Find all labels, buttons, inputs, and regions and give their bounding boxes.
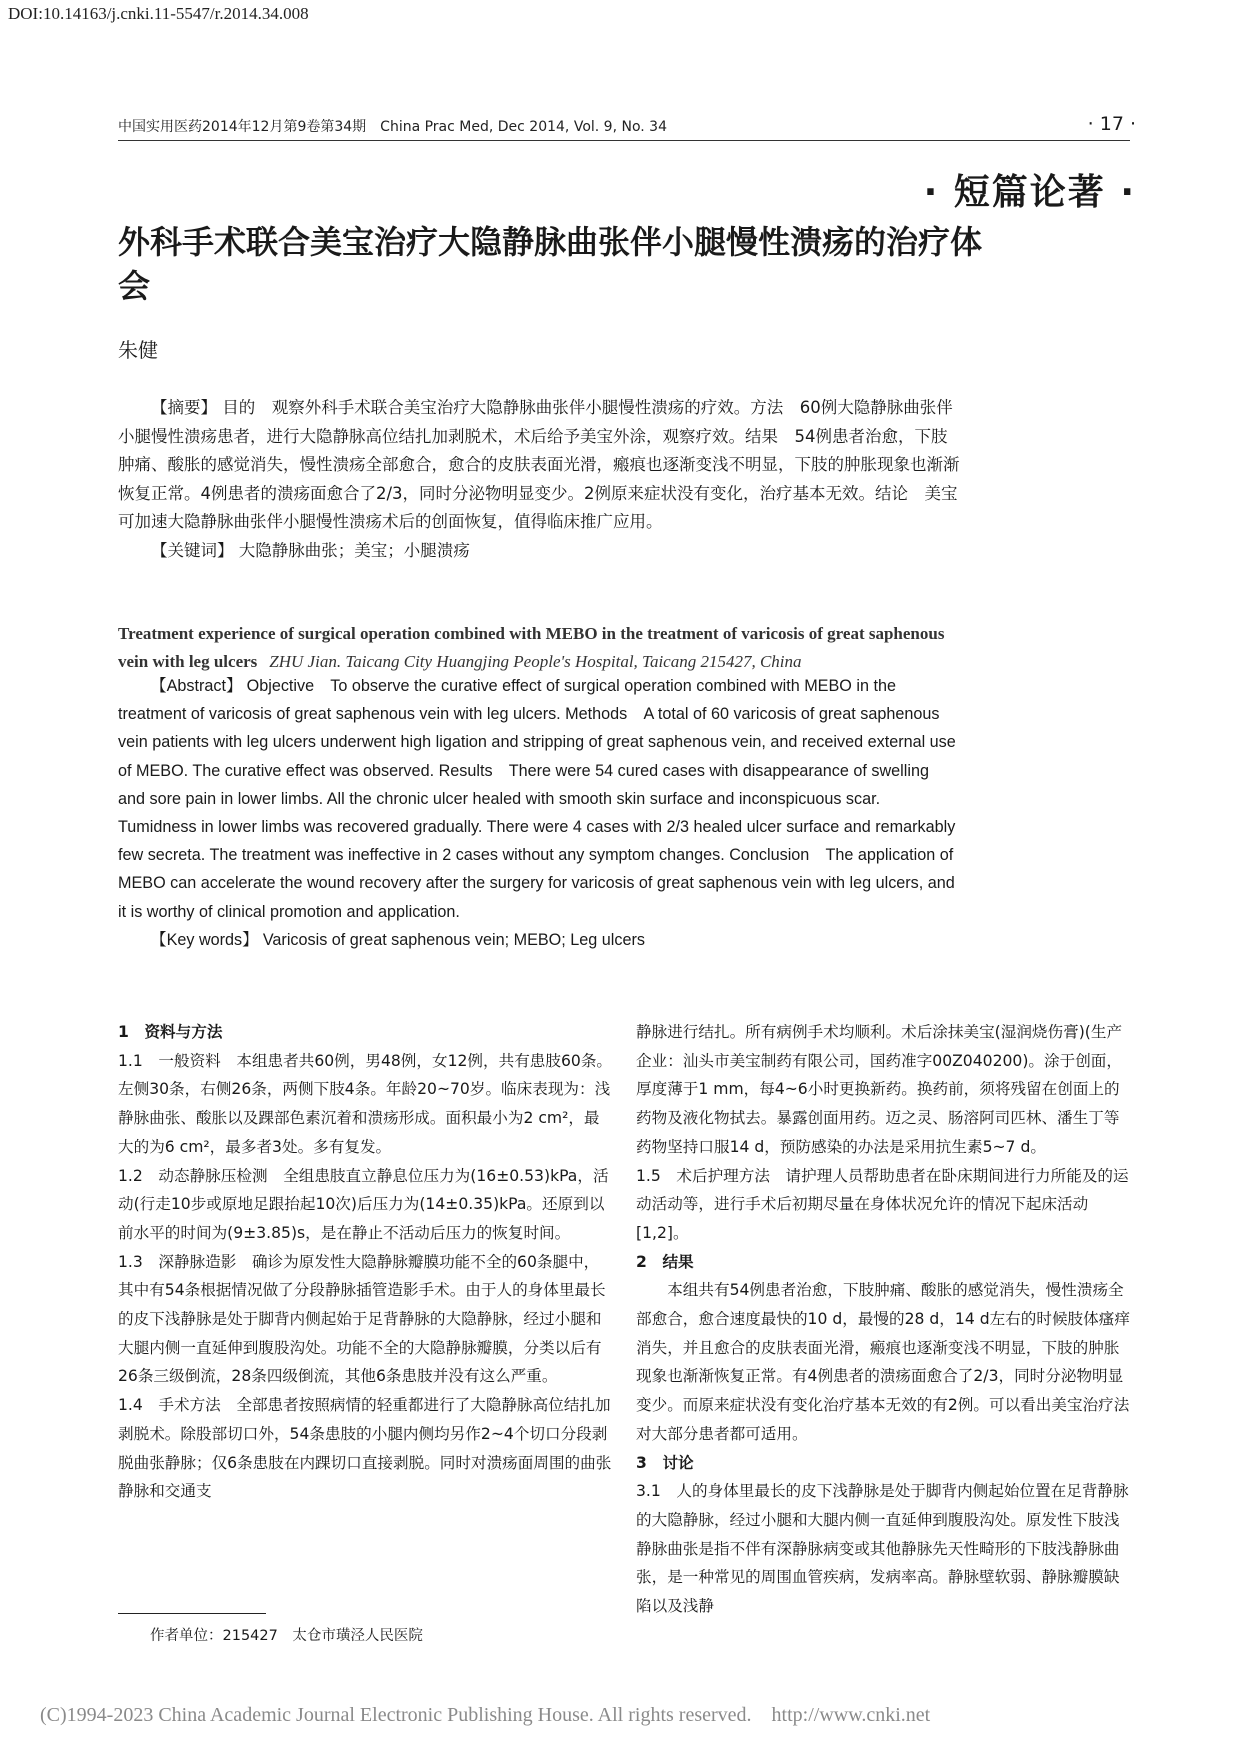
footnote-rule <box>118 1613 266 1614</box>
body-left-column <box>118 1018 612 1506</box>
paragraph: 静脉进行结扎。所有病例手术均顺利。术后涂抹美宝(湿润烧伤膏)(生产企业：汕头市美宝制药有限公司，国药准字00Z040200)。涂于创面，厚度薄于1 mm，每4~6小时更换新药。换药前，须将残留在创面上的药物及液化物拭去。暴露创面用药。迈之灵、肠溶阿司匹林、潘生丁等药物坚持口服14 d，预防感染的办法是采用抗生素5~7 d。 <box>636 1023 1123 1156</box>
footnote-affiliation: 作者单位：215427 太仓市璜泾人民医院 <box>150 1628 423 1644</box>
chinese-abstract-text: 【摘要】 目的 观察外科手术联合美宝治疗大隐静脉曲张伴小腿慢性溃疡的疗效。方法 60例大隐静脉曲张伴小腿慢性溃疡患者，进行大隐静脉高位结扎加剥脱术，术后给予美宝外涂，观察疗效。结果 54例患者治愈，下肢肿痛、酸胀的感觉消失，慢性溃疡全部愈合，愈合的皮肤表面光滑，瘢痕也逐渐变浅不明显，下肢的肿胀现象也渐渐恢复正常。4例患者的溃疡面愈合了2/3，同时分泌物明显变少。2例原来症状没有变化，治疗基本无效。结论 美宝可加速大隐静脉曲张伴小腿慢性溃疡术后的创面恢复，值得临床推广应用。 <box>118 398 960 531</box>
section-label: · 短篇论著 · <box>923 172 1136 213</box>
author: 朱健 <box>118 338 158 362</box>
paragraph: 1.4 手术方法 全部患者按照病情的轻重都进行了大隐静脉高位结扎加剥脱术。除股部切口外，54条患肢的小腿内侧均另作2~4个切口分段剥脱曲张静脉；仅6条患肢在内踝切口直接剥脱。同时对溃疡面周围的曲张静脉和交通支 <box>118 1396 612 1501</box>
paragraph: 本组共有54例患者治愈，下肢肿痛、酸胀的感觉消失，慢性溃疡全部愈合，愈合速度最快的10 d，最慢的28 d，14 d左右的时候肢体瘙痒消失，并且愈合的皮肤表面光滑，瘢痕也逐渐变浅不明显，下肢的肿胀现象也渐渐恢复正常。有4例患者的溃疡面愈合了2/3，同时分泌物明显变少。而原来症状没有变化治疗基本无效的有2例。可以看出美宝治疗法对大部分患者都可适用。 <box>636 1281 1130 1443</box>
chinese-keywords: 【关键词】 大隐静脉曲张；美宝；小腿溃疡 <box>151 540 470 560</box>
english-keywords: 【Key words】 Varicosis of great saphenous vein; MEBO; Leg ulcers <box>150 930 645 949</box>
section-heading: 2 结果 <box>636 1252 694 1271</box>
body-right-column <box>636 1018 1130 1621</box>
page-number: · 17 · <box>1087 113 1136 135</box>
section-heading: 3 讨论 <box>636 1453 694 1472</box>
english-abstract-text: 【Abstract】 Objective To observe the curative effect of surgical operation combined with MEBO in the treatment of varicosis of great saphenous vein with leg ulcers. Methods A total of 60 varicosis of great saphenous vein patients with leg ulcers underwent high ligation and stripping of great saphenous vein, and received external use of MEBO. The curative effect was observed. Results There were 54 cured cases with disappearance of swelling and sore pain in lower limbs. All the chronic ulcer healed with smooth skin surface and inconspicuous scar. Tumidness in lower limbs was recovered gradually. There were 4 cases with 2/3 healed ulcer surface and remarkably few secreta. The treatment was ineffective in 2 cases without any symptom changes. Conclusion The application of MEBO can accelerate the wound recovery after the surgery for varicosis of great saphenous vein with leg ulcers, and it is worthy of clinical promotion and application. <box>118 677 956 921</box>
section-heading: 1 资料与方法 <box>118 1023 223 1041</box>
english-abstract <box>118 672 960 954</box>
article-title: 外科手术联合美宝治疗大隐静脉曲张伴小腿慢性溃疡的治疗体会 <box>118 223 983 305</box>
english-title-block <box>118 620 960 676</box>
paragraph: 3.1 人的身体里最长的皮下浅静脉是处于脚背内侧起始位置在足背静脉的大隐静脉，经过小腿和大腿内侧一直延伸到腹股沟处。原发性下肢浅静脉曲张是指不伴有深静脉病变或其他静脉先天性畸形的下肢浅静脉曲张，是一种常见的周围血管疾病，发病率高。静脉壁软弱、静脉瓣膜缺陷以及浅静 <box>636 1482 1129 1616</box>
english-affiliation: ZHU Jian. Taicang City Huangjing People's Hospital, Taicang 215427, China <box>269 652 802 671</box>
paragraph: 1.1 一般资料 本组患者共60例，男48例，女12例，共有患肢60条。左侧30条，右侧26条，两侧下肢4条。年龄20~70岁。临床表现为：浅静脉曲张、酸胀以及踝部色素沉着和溃疡形成。面积最小为2 cm²，最大的为6 cm²，最多者3处。多有复发。 <box>118 1051 613 1156</box>
running-head: 中国实用医药2014年12月第9卷第34期 China Prac Med, Dec 2014, Vol. 9, No. 34 <box>118 119 667 135</box>
chinese-abstract <box>118 394 960 565</box>
header-rule <box>118 140 1130 141</box>
paragraph: 1.5 术后护理方法 请护理人员帮助患者在卧床期间进行力所能及的运动活动等，进行手术后初期尽量在身体状况允许的情况下起床活动[1,2]。 <box>636 1166 1129 1242</box>
english-title: Treatment experience of surgical operation combined with MEBO in the treatment of varicosis of great saphenous vein with leg ulcers <box>118 624 945 671</box>
copyright-watermark: (C)1994-2023 China Academic Journal Electronic Publishing House. All rights reserved. http://www.cnki.net <box>40 1704 931 1726</box>
paragraph: 1.2 动态静脉压检测 全组患肢直立静息位压力为(16±0.53)kPa，活动(行走10步或原地足跟抬起10次)后压力为(14±0.35)kPa。还原到以前水平的时间为(9±3.85)s，是在静止不活动后压力的恢复时间。 <box>118 1166 609 1242</box>
paragraph: 1.3 深静脉造影 确诊为原发性大隐静脉瓣膜功能不全的60条腿中，其中有54条根据情况做了分段静脉插管造影手术。由于人的身体里最长的皮下浅静脉是处于脚背内侧起始于足背静脉的大隐静脉，经过小腿和大腿内侧一直延伸到腹股沟处。功能不全的大隐静脉瓣膜，分类以后有26条三级倒流，28条四级倒流，其他6条患肢并没有这么严重。 <box>118 1252 606 1386</box>
doi-line: DOI:10.14163/j.cnki.11-5547/r.2014.34.008 <box>8 4 309 23</box>
